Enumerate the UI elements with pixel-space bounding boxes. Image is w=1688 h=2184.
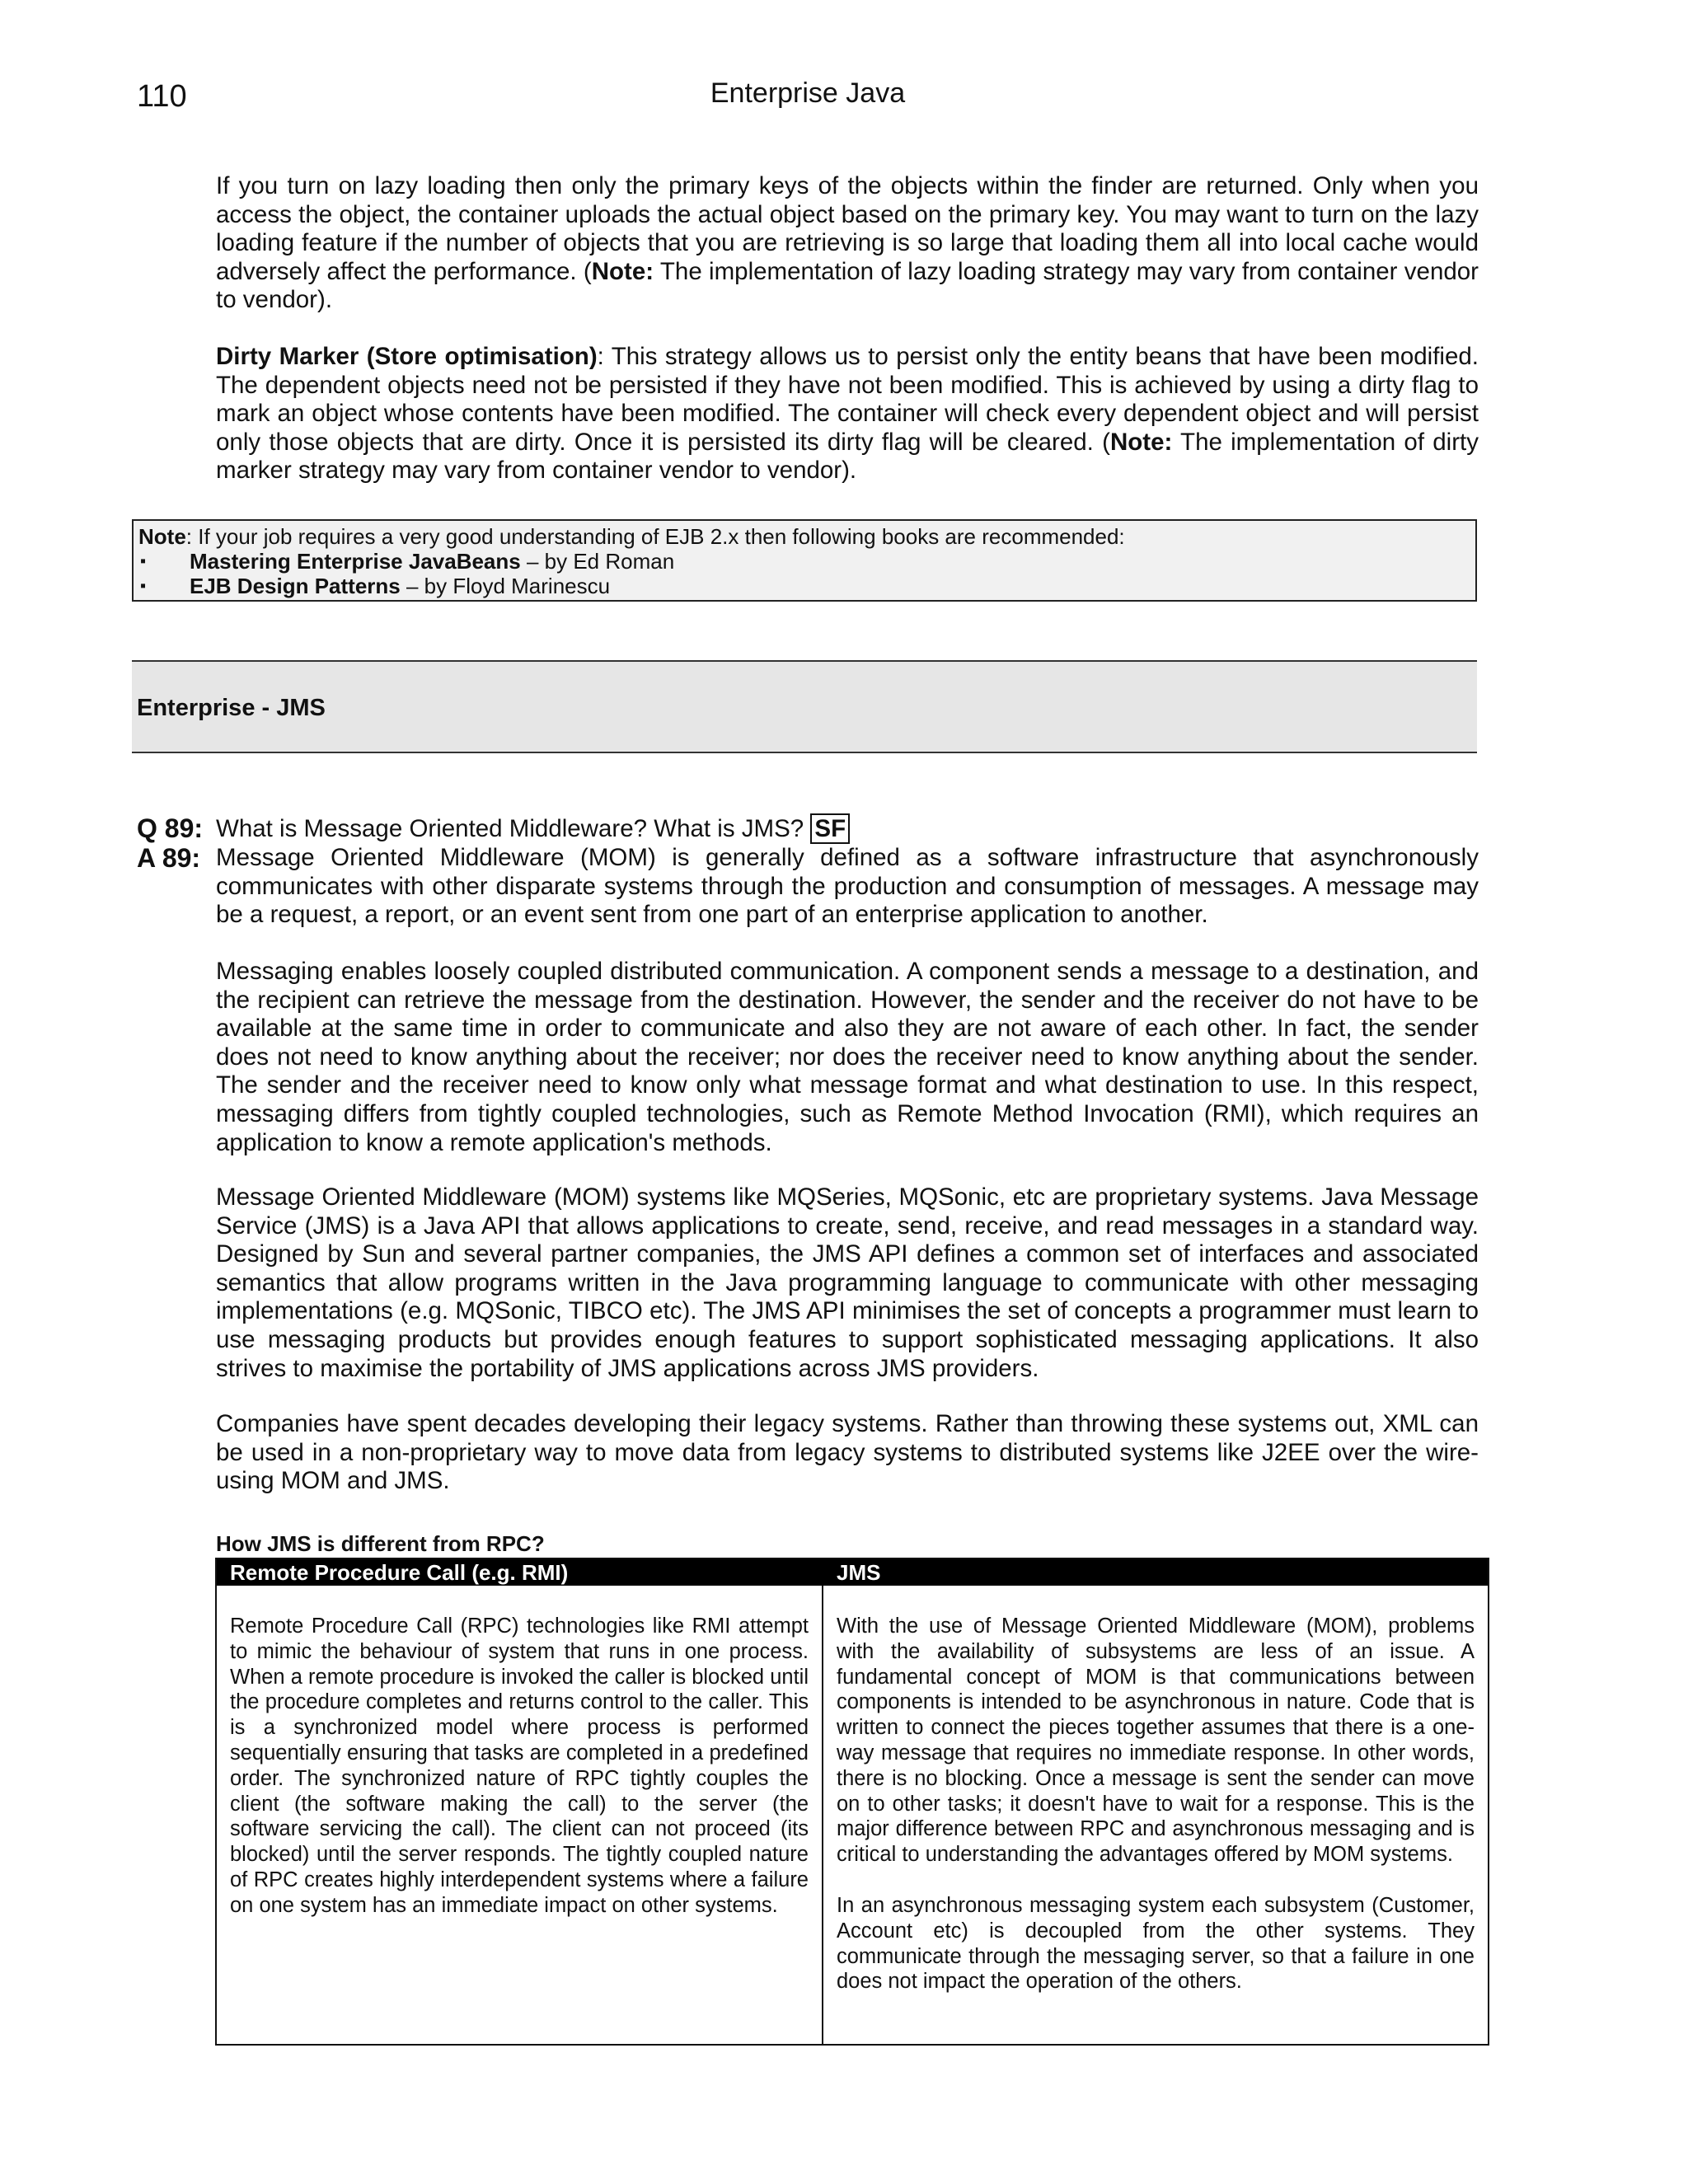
answer-text: Messaging enables loosely coupled distributed communication. A component sends a message to a destination, and the recipient can retrieve the message from the destination. However, the sender and the receiver do not have to be available at the same time in order to communicate and also they are not aware of each other. In fact, the sender does not need to know anything about the receiver; nor does the receiver need to know anything about the sender. The sender and the receiver need to know only what message format and what destination to use. In this respect, messaging differs from tightly coupled technologies, such as Remote Method Invocation (RMI), which requires an application to know a remote application's methods. — [216, 958, 1479, 1156]
list-item — [138, 549, 1470, 574]
note-intro — [138, 524, 1470, 549]
question-label: Q 89: — [137, 813, 204, 843]
answer-label: A 89: — [137, 843, 201, 873]
rpc-description: Remote Procedure Call (RPC) technologies like RMI attempt to mimic the behaviour of system that runs in one process. When a remote procedure is invoked the caller is blocked until the procedure completes and returns control to the caller. This is a synchronized model where process is performed sequentially ensuring that tasks are completed in a predefined order. The synchronized nature of RPC tightly couples the client (the software making the call) to the server (the software servicing the call). The client can not proceed (its blocked) until the server responds. The tightly coupled nature of RPC creates highly interdependent systems where a failure on one system has an immediate impact on other systems. — [230, 1615, 809, 1917]
book-title: EJB Design Patterns — [190, 574, 401, 598]
sf-badge: SF — [810, 813, 850, 844]
dirty-marker-text: : This strategy allows us to persist only the entity beans that have been modified. The dependent objects need not be persisted if they have not been modified. This is achieved by using a dirty flag to mark an object whose contents have been modified. The container will check every dependent object and will persist only those objects that are dirty. Once it is persisted its dirty flag will be cleared. ( — [216, 343, 1479, 456]
lazy-loading-text: If you turn on lazy loading then only the primary keys of the objects within the finder are returned. Only when you access the object, the container uploads the actual object based on the primary key. You may want to turn on the lazy loading feature if the number of objects that you are retrieving is so large that loading them all into local cache would adversely affect the performance. ( — [216, 172, 1479, 285]
answer-text: Message Oriented Middleware (MOM) is generally defined as a software infrastructure that asynchronously communicates with other disparate systems through the production and consumption of messages. A message may be a request, a report, or an event sent from one part of an enterprise application to another. — [216, 844, 1479, 929]
answer-paragraph — [216, 1410, 1479, 1496]
bullet-icon: ▪ — [140, 552, 147, 570]
dirty-marker-term: Dirty Marker (Store optimisation) — [216, 343, 598, 370]
note-label: Note — [138, 524, 186, 549]
header-rpc: Remote Procedure Call (e.g. RMI) — [230, 1560, 569, 1585]
book-author: – by Ed Roman — [520, 549, 675, 574]
section-header — [132, 660, 1477, 753]
question-text — [216, 815, 1479, 844]
table-caption: How JMS is different from RPC? — [216, 1531, 545, 1556]
book-title: Mastering Enterprise JavaBeans — [190, 549, 521, 574]
lazy-loading-text-end: The implementation of lazy loading strategy may vary from container vendor to vendor). — [216, 257, 1479, 314]
answer-paragraph — [216, 1183, 1479, 1383]
table-row — [217, 1586, 1488, 2044]
rpc-vs-jms-table — [215, 1558, 1489, 2046]
answer-text: Message Oriented Middleware (MOM) systems like MQSeries, MQSonic, etc are proprietary systems. Java Message Service (JMS) is a Java API that allows applications to create, send, receive, and read messages in a standard way. Designed by Sun and several partner companies, the JMS API defines a common set of interfaces and associated semantics that allow programs written in the Java programming language to communicate with other messaging implementations (e.g. MQSonic, TIBCO etc). The JMS API minimises the set of concepts a programmer must learn to use messaging products but provides enough features to support sophisticated messaging applications. It also strives to maximise the portability of JMS applications across JMS providers. — [216, 1183, 1479, 1382]
dirty-marker-text-end: The implementation of dirty marker strategy may vary from container vendor to vendor). — [216, 428, 1479, 485]
running-title: Enterprise Java — [710, 77, 906, 109]
book-author: – by Floyd Marinescu — [400, 574, 611, 598]
bullet-icon: ▪ — [140, 577, 147, 595]
section-title: Enterprise - JMS — [137, 695, 326, 721]
dirty-note-label: Note: — [1109, 428, 1173, 456]
jms-description-extra: In an asynchronous messaging system each subsystem (Customer, Account etc) is decoupled from the other systems. They communicate through the messaging server, so that a failure in one does not impact the operation of the others. — [837, 1893, 1475, 1994]
jms-cell — [823, 1586, 1488, 2044]
question-title: What is Message Oriented Middleware? What is JMS? — [216, 815, 811, 842]
page-number: 110 — [137, 79, 187, 114]
answer-paragraph — [216, 844, 1479, 930]
list-item — [138, 574, 1470, 598]
rpc-cell — [217, 1586, 823, 2044]
table-header-row — [217, 1559, 1488, 1586]
header-jms: JMS — [837, 1560, 881, 1585]
answer-paragraph — [216, 958, 1479, 1157]
lazy-note-label: Note: — [591, 257, 654, 285]
lazy-loading-paragraph — [216, 172, 1479, 315]
jms-description: With the use of Message Oriented Middleware (MOM), problems with the availability of subsystems are less of an issue. A fundamental concept of MOM is that communications between components is intended to be asynchronous in nature. Code that is written to connect the pieces together assumes that there is a one-way message that requires no immediate response. In other words, there is no blocking. Once a message is sent the sender can move on to other tasks; it doesn't have to wait for a response. This is the major difference between RPC and asynchronous messaging and is critical to understanding the advantages offered by MOM systems. — [837, 1615, 1475, 1867]
note-text: : If your job requires a very good understanding of EJB 2.x then following books are recommended: — [185, 524, 1125, 549]
recommended-books-note — [132, 519, 1477, 602]
dirty-marker-paragraph — [216, 343, 1479, 485]
answer-text: Companies have spent decades developing their legacy systems. Rather than throwing these systems out, XML can be used in a non-proprietary way to move data from legacy systems to distributed systems like J2EE over the wire-using MOM and JMS. — [216, 1410, 1479, 1495]
